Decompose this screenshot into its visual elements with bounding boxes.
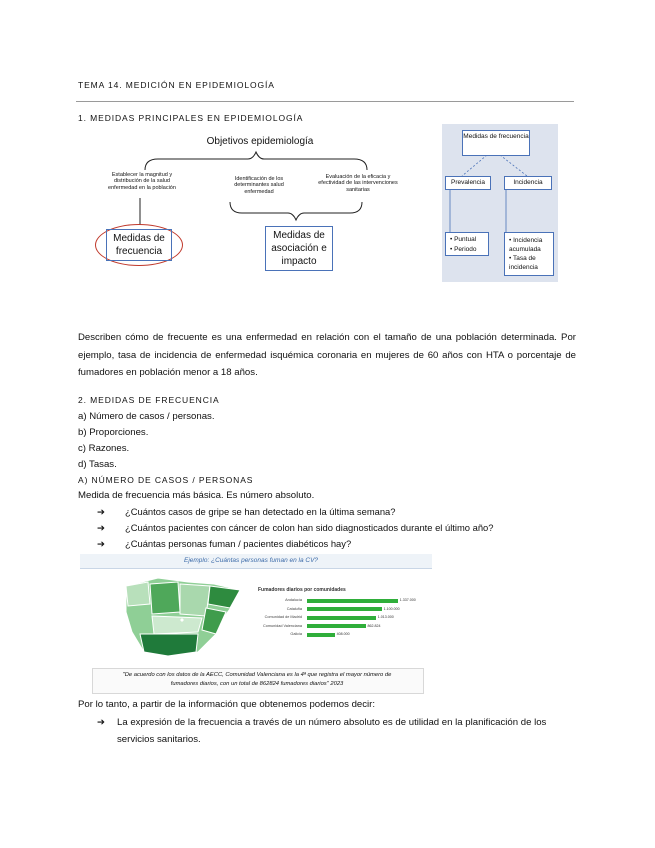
bar-value-label: 408.000 bbox=[336, 632, 350, 636]
document-title: TEMA 14. MEDICIÓN EN EPIDEMIOLOGÍA bbox=[78, 80, 275, 90]
tree-prevalence-list bbox=[445, 232, 489, 256]
question-3: ➔ ¿Cuántas personas fuman / pacientes diabéticos hay? bbox=[97, 538, 352, 549]
bar bbox=[307, 599, 398, 603]
frequency-measures-box: Medidas de frecuencia bbox=[106, 229, 172, 261]
objective-right-text: Evaluación de la eficacia y efectividad de las intervenciones sanitarias bbox=[318, 174, 398, 193]
spain-map bbox=[118, 572, 248, 664]
bar-label: Galicia bbox=[290, 632, 302, 636]
bar-value-label: 1.337.000 bbox=[399, 598, 416, 602]
arrow-icon: ➔ bbox=[97, 538, 105, 549]
tree-incidence-box: Incidencia bbox=[504, 176, 552, 190]
section-1-title: 1. MEDIDAS PRINCIPALES EN EPIDEMIOLOGÍA bbox=[78, 113, 304, 123]
tree-top-box: Medidas de frecuencia bbox=[462, 130, 530, 156]
chart-title: Fumadores diarios por comunidades bbox=[258, 587, 346, 593]
bar-label: Cataluña bbox=[286, 606, 302, 611]
conclusion-text: La expresión de la frecuencia a través de un número absoluto es de utilidad en la planificación de los servicios sanitarios. bbox=[117, 717, 547, 745]
caption-line-2: fumadores diarios, con un total de 862824 fumadores diarios" 2023 bbox=[170, 681, 344, 687]
intro-paragraph: Describen cómo de frecuente es una enfermedad en relación con el tamaño de una población determinada. Por ejemplo, tasa de incidencia de enfermedad isquémica coronaria en mujeres de 60 años con HTA o porcentaje de fumadores en población menor a 18 años. bbox=[78, 332, 576, 379]
bar-value-label: 862.824 bbox=[367, 623, 381, 628]
arrow-icon: ➔ bbox=[97, 522, 105, 533]
bar-value-label: 1.100.000 bbox=[383, 606, 400, 611]
objective-middle-text: Identificación de los determinantes salud enfermedad bbox=[234, 176, 284, 195]
frequency-tree-diagram bbox=[442, 124, 558, 282]
arrow-icon: ➔ bbox=[97, 717, 106, 728]
bar-label: Andalucía bbox=[285, 598, 302, 602]
tree-prevalence-item: • Puntual bbox=[450, 236, 477, 243]
question-2: ➔ ¿Cuántos pacientes con cáncer de colon han sido diagnosticados durante el último año? bbox=[97, 522, 494, 533]
question-1: ➔ ¿Cuántos casos de gripe se han detectado en la última semana? bbox=[97, 506, 396, 517]
caption-line-1: "De acuerdo con los datos de la AECC, Comunidad Valenciana es la 4ª que registra el mayor número de bbox=[122, 672, 392, 678]
figure-caption bbox=[96, 671, 418, 689]
conclusion-intro: Por lo tanto, a partir de la información que obtenemos podemos decir: bbox=[78, 699, 376, 710]
objectives-title: Objetivos epidemiología bbox=[206, 136, 314, 147]
association-measures-box: Medidas de asociación e impacto bbox=[265, 226, 333, 271]
tree-prevalence-box: Prevalencia bbox=[445, 176, 491, 190]
tree-incidence-item: • Tasa de incidencia bbox=[509, 255, 538, 271]
frequency-item-a: a) Número de casos / personas. bbox=[78, 411, 215, 422]
arrow-icon: ➔ bbox=[97, 506, 105, 517]
tree-incidence-list bbox=[504, 232, 554, 276]
bar bbox=[307, 616, 376, 620]
title-divider bbox=[76, 101, 574, 102]
section-2-title: 2. MEDIDAS DE FRECUENCIA bbox=[78, 395, 220, 405]
objectives-diagram bbox=[90, 130, 420, 280]
conclusion-bullet bbox=[97, 714, 577, 748]
bar-value-label: 1.013.000 bbox=[377, 615, 394, 619]
tree-incidence-item: • Incidencia acumulada bbox=[509, 237, 543, 253]
objective-left-text: Establecer la magnitud y distribución de la salud enfermedad en la población bbox=[108, 172, 176, 191]
bar bbox=[307, 624, 366, 628]
bar bbox=[307, 607, 382, 611]
bar-label: Comunidad Valenciana bbox=[263, 623, 302, 628]
figure-banner: Ejemplo: ¿Cuántas personas fuman en la CV? bbox=[184, 557, 319, 564]
subsection-a-title: A) NÚMERO DE CASOS / PERSONAS bbox=[78, 475, 254, 485]
bar bbox=[307, 633, 335, 637]
frequency-item-b: b) Proporciones. bbox=[78, 427, 149, 438]
bar-label: Comunidad de Madrid bbox=[264, 615, 302, 619]
frequency-item-d: d) Tasas. bbox=[78, 459, 117, 470]
tree-prevalence-item: • Periodo bbox=[450, 246, 477, 253]
subsection-a-description: Medida de frecuencia más básica. Es número absoluto. bbox=[78, 490, 315, 501]
smokers-figure bbox=[80, 554, 432, 694]
frequency-item-c: c) Razones. bbox=[78, 443, 130, 454]
bar-chart-area bbox=[252, 598, 432, 642]
